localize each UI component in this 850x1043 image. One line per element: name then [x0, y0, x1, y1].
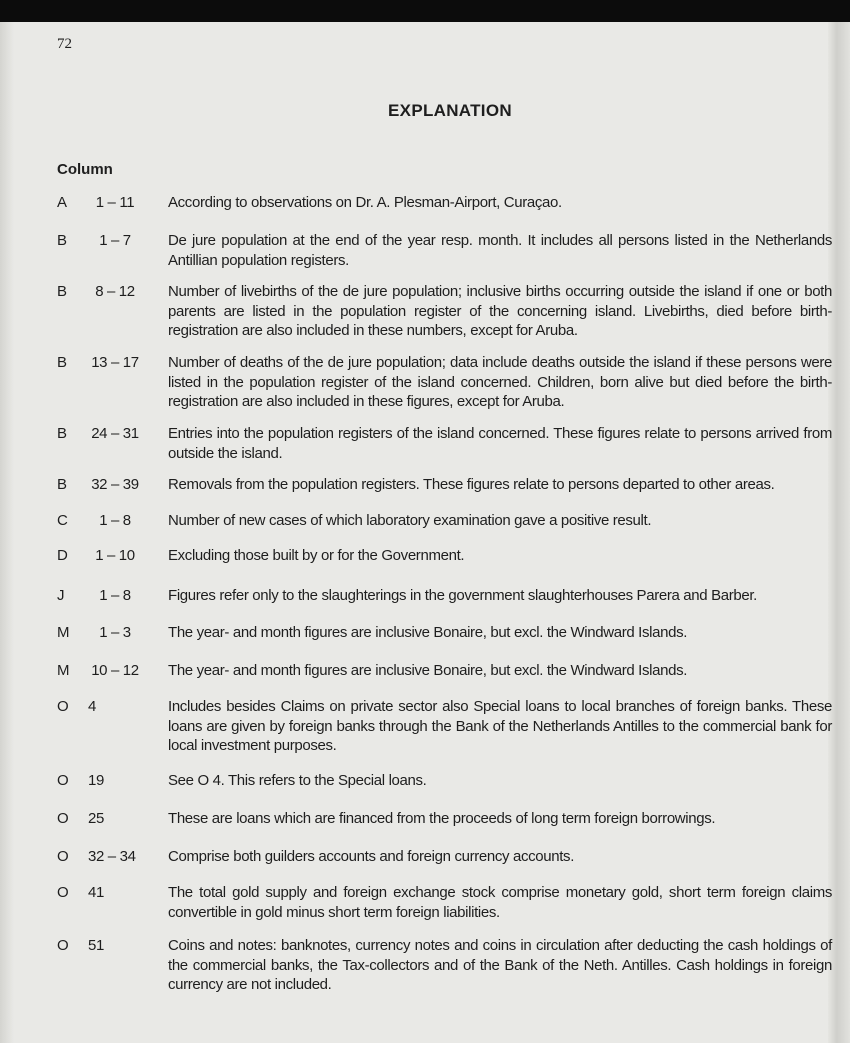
- entry-code: B: [57, 354, 67, 371]
- entry-code: O: [57, 698, 69, 715]
- explanation-entry: [57, 353, 832, 412]
- explanation-entry: [57, 847, 832, 867]
- page-number: 72: [57, 36, 72, 52]
- entry-column-range: 1 – 10: [95, 547, 135, 564]
- entry-text: The total gold supply and foreign exchange stock comprise monetary gold, short term foreign claims convertible in gold minus short term foreign liabilities.: [168, 884, 832, 921]
- explanation-entry: [57, 586, 832, 606]
- explanation-entry: [57, 231, 832, 270]
- entry-code: M: [57, 624, 70, 641]
- explanation-entry: [57, 623, 832, 643]
- entry-column-range: 32 – 39: [91, 476, 139, 493]
- explanation-entry: [57, 475, 832, 495]
- entry-column-range: 32 – 34: [88, 848, 136, 865]
- entry-code: O: [57, 772, 69, 789]
- entry-text: Number of livebirths of the de jure population; inclusive births occurring outside the island if one or both parents are listed in the population register of the concerning island. Livebirths, died before birth-registration are also included in these numbers, except for Aruba.: [168, 283, 832, 339]
- entry-code: B: [57, 425, 67, 442]
- entry-column-range: 51: [88, 937, 104, 954]
- entry-column-range: 1 – 7: [99, 232, 131, 249]
- entry-code: C: [57, 512, 68, 529]
- explanation-entry: [57, 546, 832, 566]
- entry-column-range: 41: [88, 884, 104, 901]
- entry-code: B: [57, 232, 67, 249]
- entry-code: B: [57, 476, 67, 493]
- entry-text: Includes besides Claims on private sector also Special loans to local branches of foreign banks. These loans are given by foreign banks through the Bank of the Netherlands Antilles to the commercial bank for local investment purposes.: [168, 698, 832, 754]
- column-header: Column: [57, 161, 113, 178]
- entry-code: O: [57, 810, 69, 827]
- entry-column-range: 19: [88, 772, 104, 789]
- entry-code: D: [57, 547, 68, 564]
- entry-text: Number of new cases of which laboratory examination gave a positive result.: [168, 512, 652, 529]
- entry-code: M: [57, 662, 70, 679]
- entry-text: According to observations on Dr. A. Plesman-Airport, Curaçao.: [168, 194, 562, 211]
- entry-code: O: [57, 937, 69, 954]
- entry-column-range: 10 – 12: [91, 662, 139, 679]
- page-left-edge: [0, 22, 14, 1043]
- entry-text: The year- and month figures are inclusive Bonaire, but excl. the Windward Islands.: [168, 662, 688, 679]
- entry-column-range: 1 – 8: [99, 512, 131, 529]
- entry-text: Excluding those built by or for the Government.: [168, 547, 465, 564]
- entry-text: Figures refer only to the slaughterings in the government slaughterhouses Parera and Barber.: [168, 587, 757, 604]
- entry-column-range: 1 – 11: [95, 194, 135, 211]
- entry-text: See O 4. This refers to the Special loans.: [168, 772, 427, 789]
- entry-text: Removals from the population registers. These figures relate to persons departed to other areas.: [168, 476, 775, 493]
- explanation-entry: [57, 193, 832, 213]
- entry-text: These are loans which are financed from the proceeds of long term foreign borrowings.: [168, 810, 716, 827]
- entry-column-range: 13 – 17: [91, 354, 139, 371]
- entry-code: O: [57, 848, 69, 865]
- explanation-entry: [57, 809, 832, 829]
- explanation-entry: [57, 661, 832, 681]
- entry-code: B: [57, 283, 67, 300]
- entry-column-range: 1 – 3: [99, 624, 131, 641]
- explanation-entry: [57, 771, 832, 791]
- entry-text: Comprise both guilders accounts and foreign currency accounts.: [168, 848, 575, 865]
- entry-text: Coins and notes: banknotes, currency notes and coins in circulation after deducting the cash holdings of the commercial banks, the Tax-collectors and of the Bank of the Neth. Antilles. Cash holdings in foreign currency are not included.: [168, 937, 832, 993]
- entry-column-range: 25: [88, 810, 104, 827]
- entry-text: Number of deaths of the de jure population; data include deaths outside the island if these persons were listed in the population register of the island concerned. Children, born alive but died before the birth-registration are also included in these figures, except for Aruba.: [168, 354, 832, 410]
- page-title: EXPLANATION: [388, 101, 512, 120]
- entry-code: O: [57, 884, 69, 901]
- entry-text: The year- and month figures are inclusive Bonaire, but excl. the Windward Islands.: [168, 624, 688, 641]
- entry-text: Entries into the population registers of the island concerned. These figures relate to persons arrived from outside the island.: [168, 425, 832, 462]
- explanation-entry: [57, 511, 832, 531]
- entry-column-range: 8 – 12: [95, 283, 135, 300]
- explanation-entry: [57, 883, 832, 922]
- entry-code: A: [57, 194, 67, 211]
- explanation-entry: [57, 697, 832, 756]
- scan-top-border: [0, 0, 850, 22]
- entry-column-range: 24 – 31: [91, 425, 139, 442]
- explanation-entry: [57, 936, 832, 995]
- entry-column-range: 1 – 8: [99, 587, 131, 604]
- explanation-entry: [57, 282, 832, 341]
- entry-code: J: [57, 587, 65, 604]
- explanation-entry: [57, 424, 832, 463]
- entry-column-range: 4: [88, 698, 96, 715]
- entry-text: De jure population at the end of the year resp. month. It includes all persons listed in the Netherlands Antillian population registers.: [168, 232, 832, 269]
